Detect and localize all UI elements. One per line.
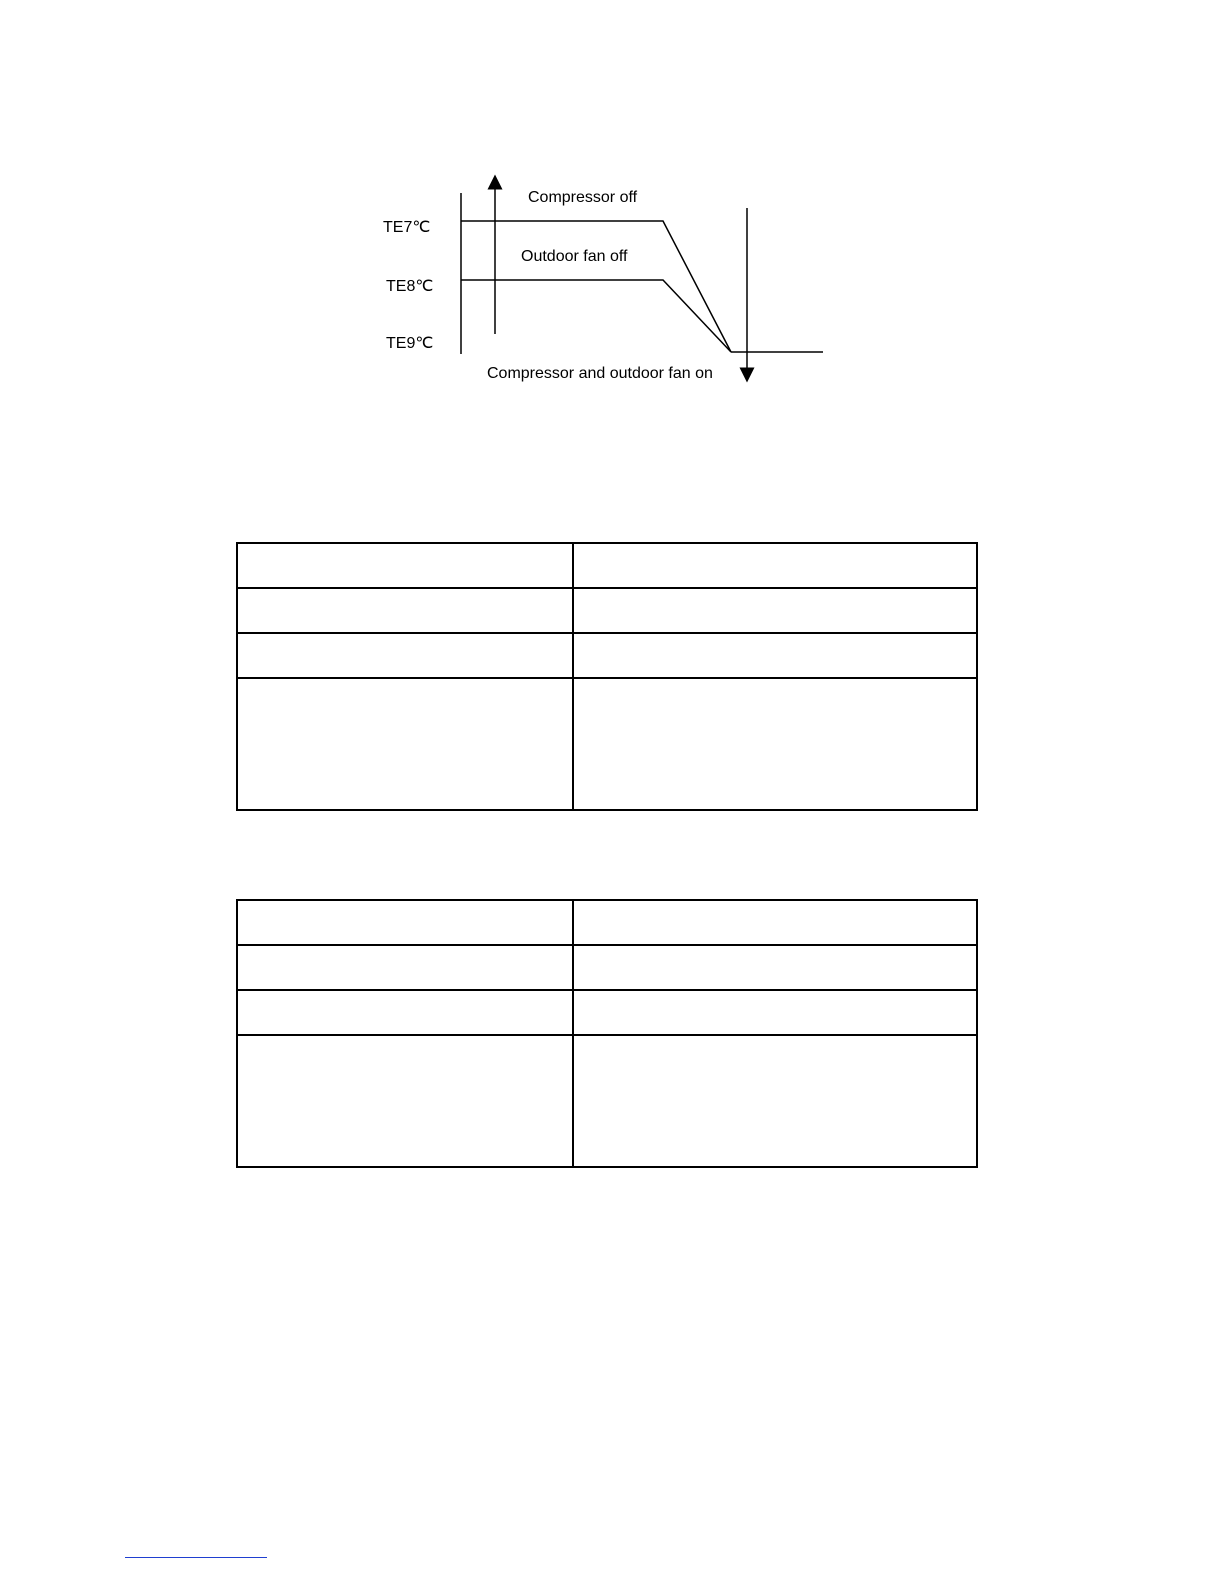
table-cell — [237, 900, 573, 945]
table-cell — [237, 678, 573, 810]
table-row — [237, 1035, 977, 1167]
te7-label: TE7℃ — [383, 219, 431, 236]
table-cell — [237, 1035, 573, 1167]
table-cell — [237, 588, 573, 633]
table-row — [237, 900, 977, 945]
protection-diagram — [0, 0, 1224, 420]
table-row — [237, 945, 977, 990]
outdoor-fan-off-label: Outdoor fan off — [521, 248, 628, 265]
compressor-fan-on-label: Compressor and outdoor fan on — [487, 365, 713, 382]
table-cell — [237, 633, 573, 678]
table-cell — [573, 543, 977, 588]
te8-label: TE8℃ — [386, 278, 434, 295]
compressor-off-label: Compressor off — [528, 189, 638, 206]
table-row — [237, 678, 977, 810]
footnote-link-rule — [125, 1557, 267, 1558]
outdoor-fan-off-line — [461, 280, 731, 352]
table-cell — [237, 990, 573, 1035]
table-cell — [573, 945, 977, 990]
table-cell — [573, 588, 977, 633]
table-cell — [573, 900, 977, 945]
compressor-off-line — [461, 221, 731, 352]
table-row — [237, 588, 977, 633]
table-cell — [237, 543, 573, 588]
table-row — [237, 543, 977, 588]
table-row — [237, 633, 977, 678]
table-cell — [573, 633, 977, 678]
table-cell — [573, 678, 977, 810]
table-1 — [236, 542, 978, 811]
te9-label: TE9℃ — [386, 335, 434, 352]
table-cell — [237, 945, 573, 990]
table-2 — [236, 899, 978, 1168]
table-cell — [573, 990, 977, 1035]
table-cell — [573, 1035, 977, 1167]
table-row — [237, 990, 977, 1035]
